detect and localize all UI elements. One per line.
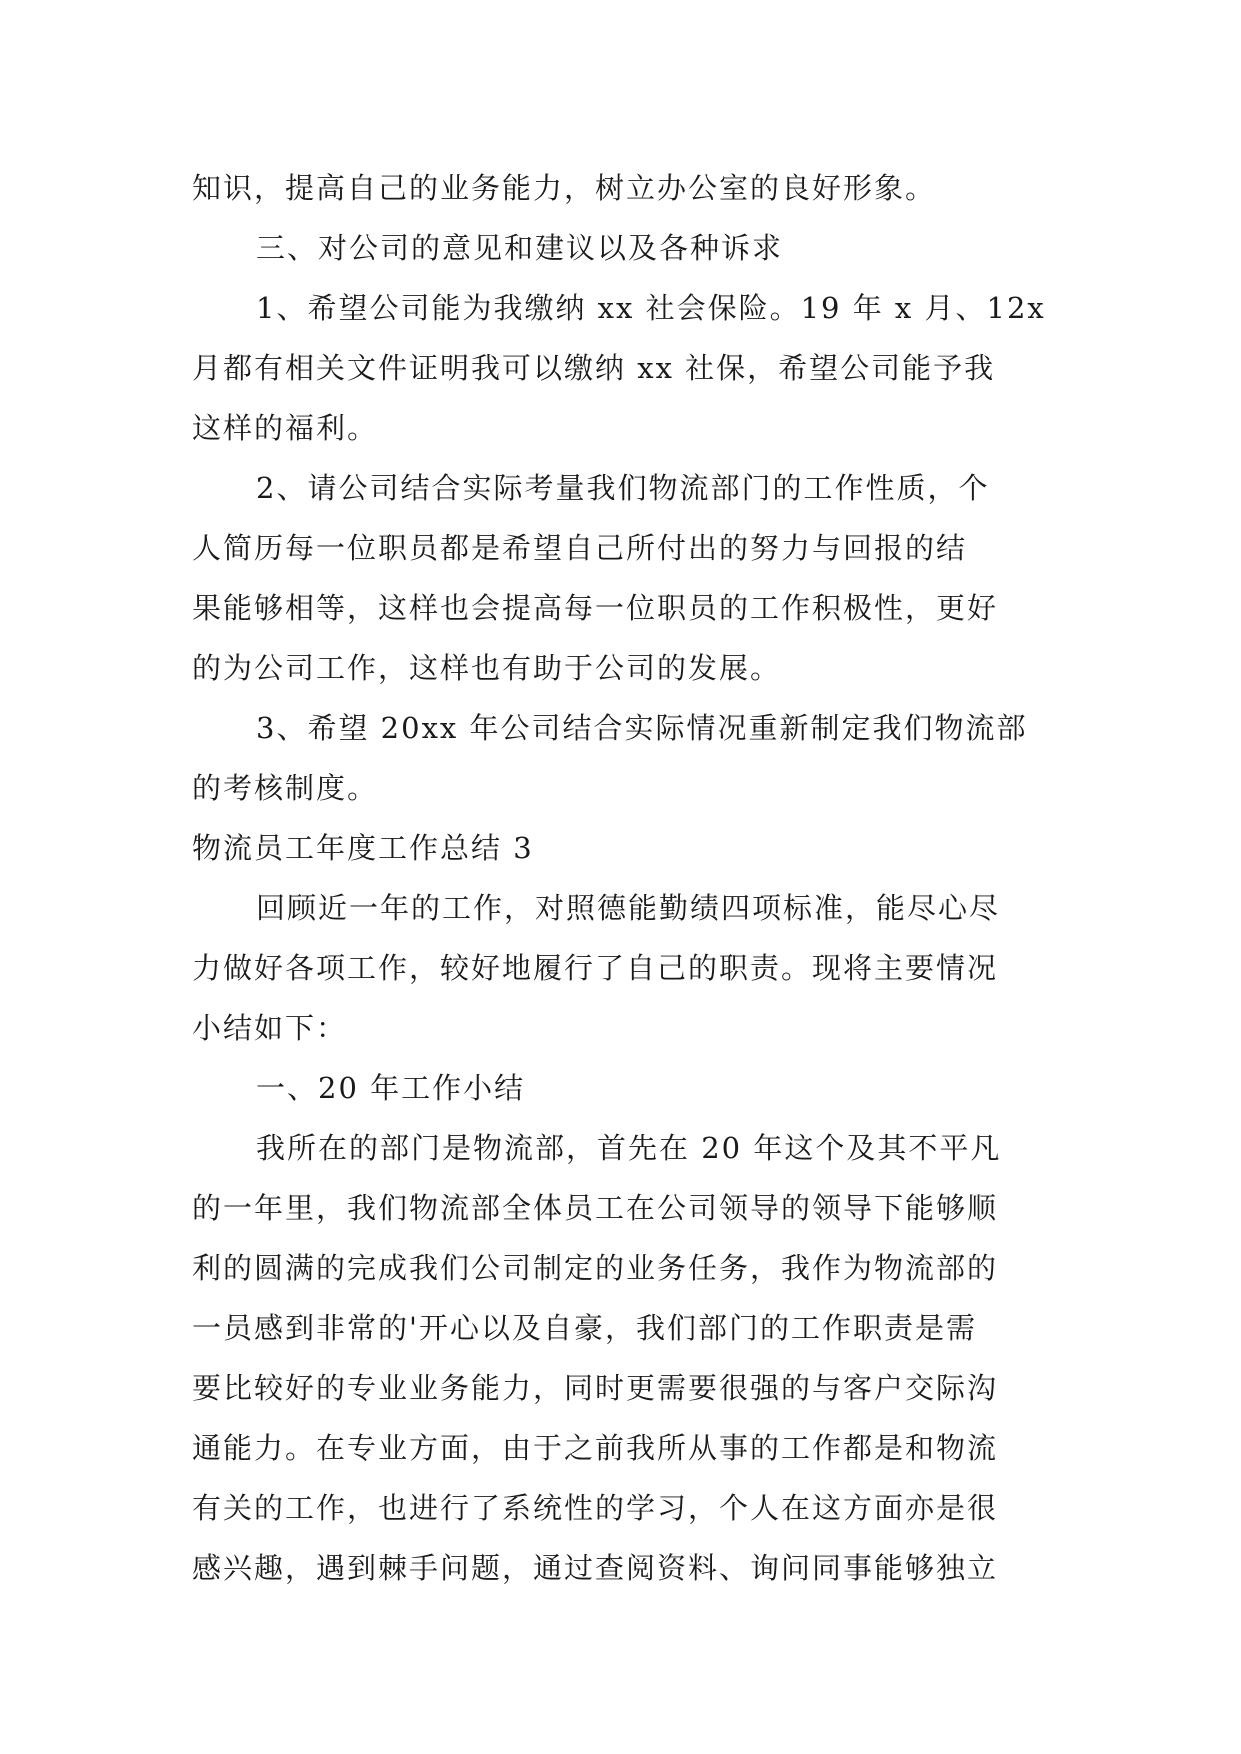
text-line: 1、希望公司能为我缴纳 xx 社会保险。19 年 x 月、12x [256, 291, 1046, 325]
text-line: 回顾近一年的工作，对照德能勤绩四项标准，能尽心尽 [256, 891, 1001, 925]
text-line: 的一年里，我们物流部全体员工在公司领导的领导下能够顺 [192, 1191, 999, 1225]
text-line: 这样的福利。 [192, 411, 379, 445]
text-line: 人简历每一位职员都是希望自己所付出的努力与回报的结 [192, 531, 968, 565]
text-line: 要比较好的专业业务能力，同时更需要很强的与客户交际沟 [192, 1371, 999, 1405]
text-line: 利的圆满的完成我们公司制定的业务任务，我作为物流部的 [192, 1251, 999, 1285]
text-line: 知识，提高自己的业务能力，树立办公室的良好形象。 [192, 171, 937, 205]
document-title: 物流员工年度工作总结 3 [192, 831, 534, 865]
text-line: 的考核制度。 [192, 771, 379, 805]
section-heading: 一、20 年工作小结 [256, 1071, 526, 1105]
text-line: 感兴趣，遇到棘手问题，通过查阅资料、询问同事能够独立 [192, 1551, 999, 1585]
text-line: 小结如下： [192, 1011, 348, 1045]
text-line: 果能够相等，这样也会提高每一位职员的工作积极性，更好 [192, 591, 999, 625]
text-line: 有关的工作，也进行了系统性的学习，个人在这方面亦是很 [192, 1491, 999, 1525]
text-line: 一员感到非常的'开心以及自豪，我们部门的工作职责是需 [192, 1311, 977, 1345]
text-line: 通能力。在专业方面，由于之前我所从事的工作都是和物流 [192, 1431, 999, 1465]
text-line: 力做好各项工作，较好地履行了自己的职责。现将主要情况 [192, 951, 999, 985]
text-line: 我所在的部门是物流部，首先在 20 年这个及其不平凡 [256, 1131, 1002, 1165]
text-line: 3、希望 20xx 年公司结合实际情况重新制定我们物流部 [256, 711, 1028, 745]
text-line: 月都有相关文件证明我可以缴纳 xx 社保，希望公司能予我 [192, 351, 996, 385]
text-line: 的为公司工作，这样也有助于公司的发展。 [192, 651, 782, 685]
text-line: 2、请公司结合实际考量我们物流部门的工作性质，个 [256, 471, 990, 505]
document-body [192, 158, 1052, 1598]
section-heading: 三、对公司的意见和建议以及各种诉求 [256, 231, 784, 265]
